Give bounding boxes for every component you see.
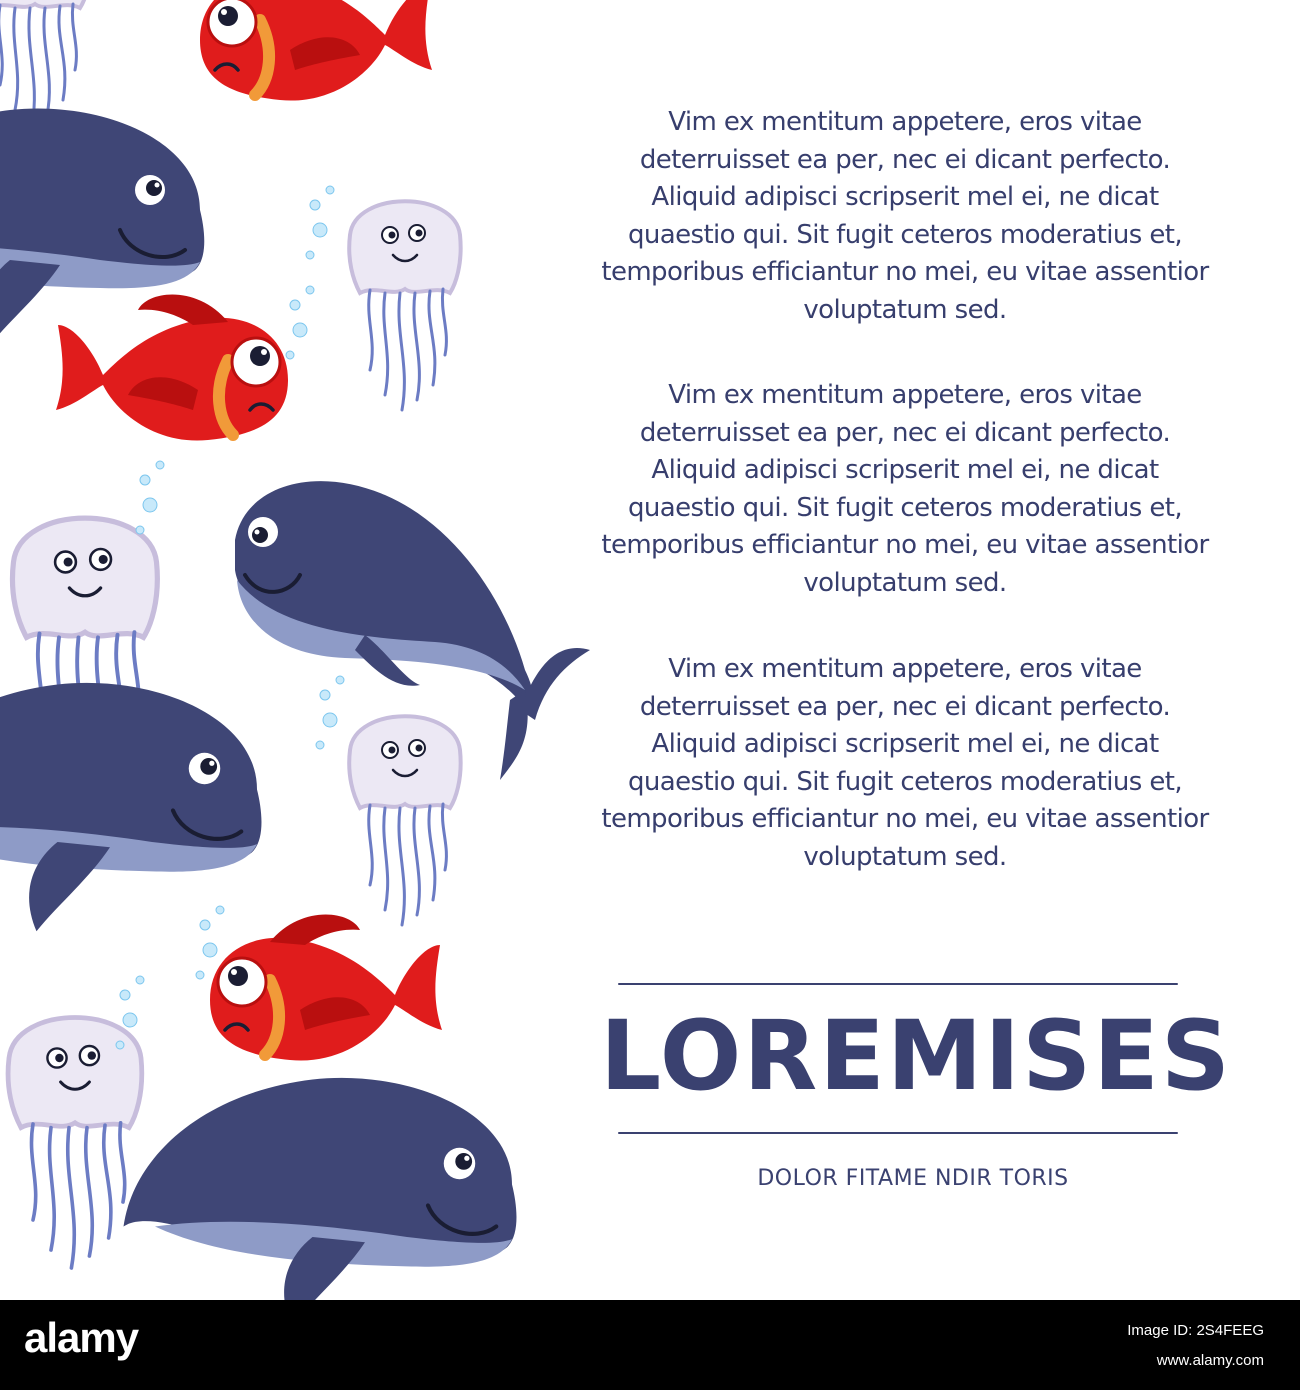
bubbles-icon <box>136 461 164 534</box>
paragraph-1: Vim ex mentitum appetere, eros vitae deterruisset ea per, nec ei dicant perfecto. Aliquid adipisci scripserit mel ei, ne dicat quaestio qui. Sit fugit ceteros moderatius et, temporibus efficiantur no mei, eu vitae assentior voluptatum sed. <box>601 107 1209 325</box>
fish-icon <box>200 0 432 101</box>
fish-icon <box>56 295 288 441</box>
title-divider-top <box>618 983 1178 985</box>
fish-icon <box>210 915 442 1061</box>
jellyfish-icon <box>349 716 460 925</box>
whale-icon <box>0 683 261 931</box>
poster-title: LOREMISES <box>600 1000 1232 1112</box>
poster-subtitle: DOLOR FITAME NDIR TORIS <box>757 1166 1069 1191</box>
stock-watermark-bar <box>0 1300 1300 1390</box>
bubbles-icon <box>316 676 344 749</box>
alamy-logo: alamy <box>24 1314 139 1361</box>
jellyfish-icon <box>8 1018 142 1269</box>
bubbles-icon <box>286 286 314 359</box>
image-id-label: Image ID: 2S4FEEG <box>1127 1322 1264 1339</box>
sea-creatures-illustration <box>0 0 620 1300</box>
title-divider-bottom <box>618 1132 1178 1134</box>
stock-url-label: www.alamy.com <box>1156 1352 1264 1369</box>
jellyfish-icon <box>0 0 91 125</box>
paragraph-2: Vim ex mentitum appetere, eros vitae deterruisset ea per, nec ei dicant perfecto. Aliquid adipisci scripserit mel ei, ne dicat quaestio qui. Sit fugit ceteros moderatius et, temporibus efficiantur no mei, eu vitae assentior voluptatum sed. <box>601 380 1209 598</box>
jellyfish-icon <box>349 201 460 410</box>
whale-icon <box>124 1078 517 1300</box>
paragraph-3: Vim ex mentitum appetere, eros vitae deterruisset ea per, nec ei dicant perfecto. Aliquid adipisci scripserit mel ei, ne dicat quaestio qui. Sit fugit ceteros moderatius et, temporibus efficiantur no mei, eu vitae assentior voluptatum sed. <box>601 654 1209 872</box>
bubbles-icon <box>306 186 334 259</box>
